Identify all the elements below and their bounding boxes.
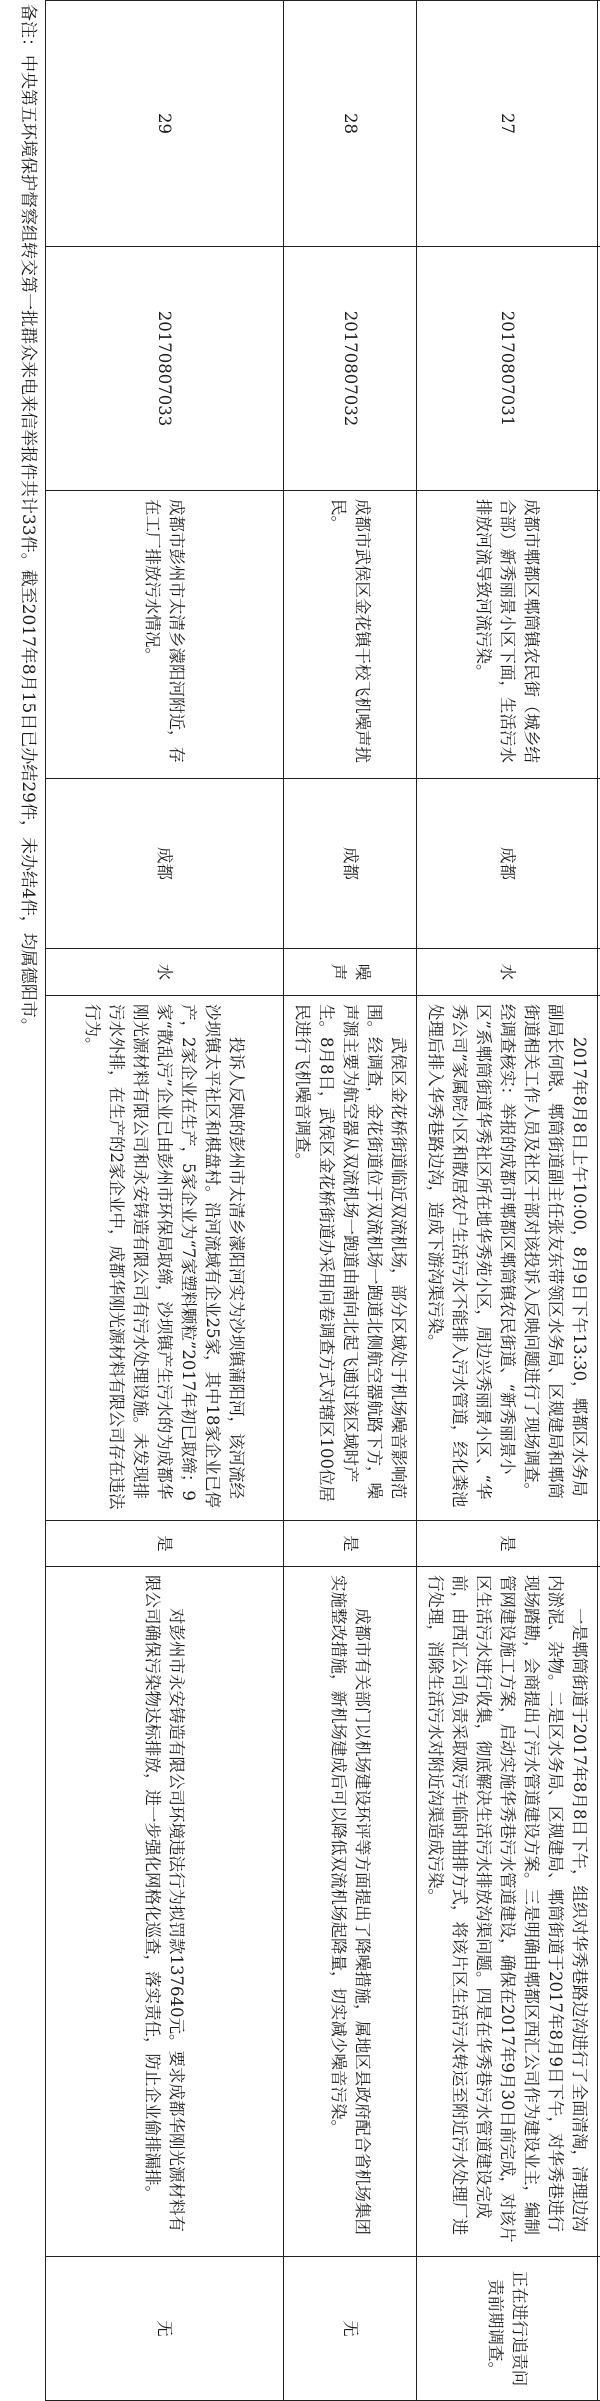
table-row [417,1,598,2401]
is-true-cell: 是 [46,1521,284,1567]
is-true-cell: 是 [417,1521,598,1567]
table-footnote: 备注：中央第五环境保护督察组转交第一批群众来电来信举报件共计33件。截至2017年8月15日已办结29件，未办结4件，均属德阳市。 [14,4,42,1035]
complaint-description-cell: 成都市郫都区郫筒镇农民街（城乡结合部）新秀丽景小区下面，生活污水排放河流导致河流污染。 [417,491,598,779]
accountability-cell: 正在进行追责问责前期调查。 [417,2257,598,2401]
row-number-cell: 29 [46,1,284,247]
investigation-result-cell: 投诉人反映的彭州市太清乡濛阳河实为沙坝镇蒲阳河，该河流经沙坝镇太平社区和棋盘村。沿河流域有企业25家，其中18家企业已停产，2家企业在生产，5家企业为“7家塑料颗粒”2017年初已取缔；9家“散乱污”企业已由彭州市环保局取缔，沙坝镇产生污水的为成都华刚光源材料有限公司和永安铸造有限公司有污水处理设施。未发现排污水外排，在生产的2家企业中，成都华刚光源材料有限公司存在违法行为。 [46,996,284,1521]
pollution-type-cell: 水 [417,949,598,996]
rectification-measures-cell: 对彭州市永安铸造有限公司环境违法行为拟罚款137640元。要求成都华刚光源材料有限公司确保污染物达标排放，进一步强化网格化巡查，落实责任，防止企业偷排漏排。 [46,1567,284,2257]
rectification-measures-cell: 成都市有关部门以机场建设环评等方面提出了降噪措施，属地区县政府配合省机场集团实施整改措施，新机场建成后可以降低双流机场起降量，切实减少噪音污染。 [284,1567,417,2257]
complaint-id-cell: 20170807031 [417,247,598,491]
table-row [46,1,284,2401]
city-cell: 成都 [417,779,598,949]
accountability-cell: 无 [46,2257,284,2401]
city-cell: 成都 [284,779,417,949]
complaint-description-cell: 成都市彭州市太清乡濛阳河附近，存在工厂排放污水情况。 [46,491,284,779]
complaint-description-cell: 成都市武侯区金花镇干校飞机噪声扰民。 [284,491,417,779]
accountability-cell: 无 [284,2257,417,2401]
is-true-cell: 是 [284,1521,417,1567]
pollution-type-cell: 噪声 [284,949,417,996]
rectification-measures-cell: 一是郫筒街道于2017年8月8日下午，组织对华秀巷路边沟进行了全面清淘，清理边沟内淤泥、杂物。二是区水务局、区规建局、郫筒街道于2017年8月9日下午，对华秀巷进行现场踏勘，会商提出了污水管道建设方案。三是明确由郫都区西汇公司作为建设业主，编制管网建设施工方案，启动实施华秀巷污水管道建设，确保在2017年9月30日前完成，对该片区生活污水进行收集，彻底解决生活污水排放沟渠问题。四是在华秀巷污水管道建设完成前，由西汇公司负责采取吸污车临时抽排方式，将该片区生活污水转运至附近污水处理厂进行处理，消除生活污水对附近沟渠造成污染。 [417,1567,598,2257]
table-row [284,1,417,2401]
city-cell: 成都 [46,779,284,949]
complaint-id-cell: 20170807032 [284,247,417,491]
complaint-id-cell: 20170807033 [46,247,284,491]
complaint-table [45,0,600,2401]
row-number-cell: 28 [284,1,417,247]
pollution-type-cell: 水 [46,949,284,996]
investigation-result-cell: 2017年8月8日上午10:00，8月9日下午13:30，郫都区水务局副局长何晓、郫筒街道副主任张友东带领区水务局、区规建局和郫筒街道相关工作人员及社区干部对该投诉入反映问题进行了现场调查。经调查核实：举报的成都市郫都区郫筒镇农民街道、“新秀丽景小区”系郫筒街道华秀社区所在地华秀苑小区，周边兴秀丽景小区、“华秀公司”家属院小区和散居农户生活污水不能排入污水管道，经化粪池处理后排入华秀巷路边沟，造成下游沟渠污染。 [417,996,598,1521]
investigation-result-cell: 武侯区金花桥街道临近双流机场，部分区域处于机场噪音影响范围。经调查，金花街道位于双流机场一跑道北侧航空器航路下方，噪声源主要为航空器从双流机场一跑道由南向北起飞通过该区域时产生。8月8日，武侯区金花桥街道办采用问卷调查方式对辖区100位居民进行飞机噪音调查。 [284,996,417,1521]
row-number-cell: 27 [417,1,598,247]
